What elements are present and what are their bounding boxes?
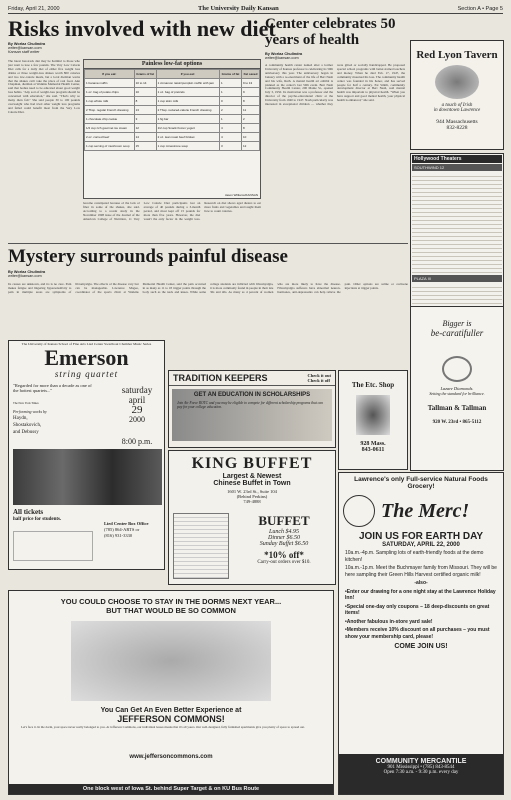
table-row bbox=[85, 142, 260, 151]
table-cell: 3 bbox=[219, 142, 241, 151]
showtimes-grid-upper bbox=[412, 173, 502, 273]
table-header: Grams of fat bbox=[219, 70, 241, 79]
ad-small-copy bbox=[411, 338, 503, 342]
ad-title: TRADITION KEEPERS bbox=[173, 373, 268, 383]
table-cell: 3 bbox=[134, 115, 156, 124]
ad-phone: 832-8228 bbox=[446, 125, 468, 131]
table-cell: 13 bbox=[134, 106, 156, 115]
table-row bbox=[85, 115, 260, 124]
story1-body-col1: The latest fast-track diet may be harmful to those who just want to lose a few pounds. The Very Low Calorie Diet calls for a daily diet of either five weight loss drinks or three weight-loss shakes worth 800 calories and two low-calorie meals, but a local dietitian warns that the shakes can't take the place of real food. Ann Chapman, dietitian at Watkins Memorial Health Center, said that bodies need to be educated about good weight loss habits. "Any sort of weight-loss program should be concerned with education," she said. "That's why so many diets fail." She said people 30 to 100 pounds overweight who had tried other weight loss programs and failed could benefit most from the Very Low Calorie Diet. bbox=[8, 60, 80, 114]
ad-headline: Lawrence's only Full-service Natural Foods Grocery! bbox=[354, 476, 488, 490]
story1-headline: Risks involved with new diet bbox=[8, 16, 276, 41]
ad-checks: Check it out Check it off bbox=[307, 373, 331, 383]
etc-shop-ad[interactable] bbox=[338, 370, 408, 470]
ad-phone: 843-0611 bbox=[361, 447, 385, 453]
merc-earth-day-ad[interactable] bbox=[338, 472, 504, 795]
diamond-ring-icon bbox=[442, 356, 472, 382]
table-header: Fat saved bbox=[242, 70, 260, 79]
building-illustration bbox=[71, 621, 271, 701]
ad-headline-2: be-caratifuller bbox=[430, 328, 484, 338]
tradition-keepers-ad[interactable] bbox=[168, 370, 336, 448]
theater-title: Hollywood Theaters bbox=[412, 155, 502, 163]
story3-headline: Mystery surrounds painful disease bbox=[8, 246, 288, 267]
table-title: Painless low-fat options bbox=[84, 60, 260, 69]
table-cell: 1 cup skim milk bbox=[156, 97, 219, 106]
table-row bbox=[85, 79, 260, 88]
table-cell: 8 bbox=[134, 97, 156, 106]
story3-body: Its causes are unknown, and its is no cure. Pain makes fatigue and lingering hypersensitivity to pain in multiple areas are symptoms of fibromyalgia. The effects of the disease vary but can be manageable. Lawrence Magee, coordinator of the sports clinic at Watkins Memorial Health Center, said the pain occurred in as many as 11 to 18 trigger points through the body such as the neck and knees. While some college students are inflicted with fibromyalgia, it is more commonly found in people in their late 30s and 40s. As many as 4 percent of women who are more likely to have the disease. Fibromyalgia sufferers have abnormal neuron-hormones, anti-depressants can help relieve the pain. Other options are saline or cortisone injections at trigger points. bbox=[8, 283, 408, 294]
table-cell: 4 bbox=[219, 133, 241, 142]
table-cell: 10 bbox=[134, 88, 156, 97]
masthead bbox=[8, 4, 503, 14]
theater-label: SOUTHWIND 12 bbox=[412, 164, 502, 171]
table-cell: 1 bbox=[219, 115, 241, 124]
ad-name: JEFFERSON COMMONS! bbox=[117, 714, 225, 724]
store-address: 920 W. 23rd • 865-5112 bbox=[432, 420, 482, 425]
table-cell: 1/2 cup rich gourmet ice cream bbox=[85, 124, 135, 133]
section-label: Section A • Page 5 bbox=[457, 6, 503, 12]
fat-table bbox=[84, 69, 260, 151]
ad-copy: Let's face it. In the dorm, your space never really belonged to you. At Jefferson Commons, our individual leases means that it's all yours. Our well-designed, fully furnished apartments give you plenty of space to spread out. bbox=[21, 725, 305, 729]
ad-headline: Bigger is bbox=[442, 319, 472, 328]
table-header: If you eat: bbox=[85, 70, 135, 79]
ad-phone: 749-4888 bbox=[243, 499, 261, 504]
ad-location: (Behind Perkins) bbox=[236, 494, 268, 499]
table-cell: 1 cup minestrone soup bbox=[156, 142, 219, 151]
table-cell: 9 to 13 bbox=[242, 79, 260, 88]
ad-time: 8:00 p.m. bbox=[121, 437, 153, 446]
theater-footer: PLAZA III bbox=[412, 275, 502, 282]
table-header: Grams of fat bbox=[134, 70, 156, 79]
table-cell: 2 Tbsp. reduced-calorie French dressing bbox=[156, 106, 219, 115]
ad-date: SATURDAY, APRIL 22, 2000 bbox=[382, 542, 460, 548]
table-cell: 8 bbox=[242, 97, 260, 106]
ad-line2: Chinese Buffet in Town bbox=[213, 480, 291, 487]
table-cell: 1 bbox=[219, 79, 241, 88]
table-row bbox=[85, 97, 260, 106]
table-cell: 2 bbox=[219, 106, 241, 115]
table-cell: 2 oz. lean roast beef brisket bbox=[156, 133, 219, 142]
fat-options-table bbox=[83, 59, 261, 199]
lion-logo-icon bbox=[435, 65, 479, 99]
table-cell: 1 cinnamon raisin/pumpkin muffin with jam bbox=[156, 79, 219, 88]
ad-quote-source: The New York Times bbox=[13, 401, 39, 405]
ad-works-label: Performing works by bbox=[13, 409, 47, 414]
story2-headline: Center celebrates 50 years of health bbox=[265, 16, 396, 48]
quartet-photo bbox=[13, 449, 162, 505]
table-cell: 2 bbox=[242, 115, 260, 124]
ad-subtitle: string quartet bbox=[54, 369, 119, 379]
table-cell: 10 bbox=[242, 133, 260, 142]
ad-note: Join Air Force ROTC and you may be eligible to compete for different scholarship programs that can pay for your college education. bbox=[177, 401, 323, 409]
table-row bbox=[85, 133, 260, 142]
jefferson-commons-ad[interactable] bbox=[8, 590, 334, 795]
table-row bbox=[85, 124, 260, 133]
table-cell: 4 bbox=[219, 124, 241, 133]
ad-footer: One block west of Iowa St. behind Super Target & on KU Bus Route bbox=[9, 784, 333, 794]
table-cell: 11 bbox=[242, 106, 260, 115]
ad-tagline-2: in downtown Lawrence bbox=[433, 108, 481, 113]
table-cell: 12 bbox=[242, 142, 260, 151]
table-credit: Jason Williams/KANSAN bbox=[224, 193, 258, 197]
story1-body-lower: become constipated because of the lack of fiber in some of the shakes, she said. According to a recent study in the November 1998 issue of the Journal of the American College of Nutrition, 11 Very Low Calorie Diet participants lost an average of 40 pounds during a 3-month period, and most kept off 15 pounds for more than five years. However, the diet wasn't the only factor in the weight loss. Research on diet shows aged dieters to eat more fruits and vegetables and taught them how to count calories. bbox=[83, 202, 261, 221]
table-cell: 1/2 cup Snack frozen yogurt bbox=[156, 124, 219, 133]
merc-logo-icon bbox=[343, 495, 375, 527]
ad-brand: Lazare Diamonds. bbox=[440, 386, 474, 391]
table-cell: 1 cup whole milk bbox=[85, 97, 135, 106]
ad-box-office: Lied Center Box Office (785) 864-ARTS or (816) 931-3330 bbox=[104, 521, 149, 538]
story2-byline: By Worlaz Chulindra writer@kansan.com bbox=[265, 52, 303, 60]
buffet-prices: BUFFET Lunch $4.95 Dinner $6.50 Sunday Buffet $6.50 *10% off* Carry-out orders over $10. bbox=[257, 513, 311, 565]
divider bbox=[8, 243, 408, 244]
table-cell: 2 Tbsp. regular French dressing bbox=[85, 106, 135, 115]
table-cell: 1 oz. bag of pretzels bbox=[156, 88, 219, 97]
table-row bbox=[85, 106, 260, 115]
table-header: If you eat: bbox=[156, 70, 219, 79]
ad-details: 10a.m.-4p.m. Sampling lots of earth-friendly foods at the demo kitchen! 10a.m.-1p.m. Meet the Buchmayer family from Missouri. They will be here sampling their Green Hills Harvest certified organic milk! -also- •Enter our drawing for a one night stay at the Lawrence Holiday Inn! •Special one-day only coupons – 18 deep-discounts on great items! •Another fabulous in-store yard sale! •Members receive 10% discount on all purchases – you must show your membership card, please! COME JOIN US! bbox=[345, 550, 497, 650]
ad-tickets: All tickets half price for students. bbox=[13, 508, 62, 522]
table-cell: 14 bbox=[134, 133, 156, 142]
store-name: Tallman & Tallman bbox=[427, 404, 487, 412]
ad-name: KING BUFFET bbox=[191, 455, 313, 472]
table-cell: 9 bbox=[242, 88, 260, 97]
ad-address: 944 Massachusetts bbox=[436, 119, 478, 125]
merc-logo: The Merc! bbox=[381, 499, 470, 522]
ad-address: 1601 W. 23rd St., Suite 104 bbox=[227, 489, 277, 494]
red-lyon-tavern-ad[interactable] bbox=[410, 40, 504, 150]
table-cell: 10 to 14 bbox=[134, 79, 156, 88]
ad-quote: "Regarded for more than a decade as one of the hottest quartets..." bbox=[13, 383, 92, 393]
story1-byline: By Worlaz Chulindra writer@kansan.com Kansan staff writer bbox=[8, 42, 46, 54]
table-cell: 1 bbox=[219, 88, 241, 97]
table-cell: 1 banana muffin bbox=[85, 79, 135, 88]
ad-presenter: The University of Kansas School of Fine Arts Lied Center Swarthout Chamber Music Series bbox=[21, 342, 152, 346]
table-cell: 1 cup serving of mushroom soup bbox=[85, 142, 135, 151]
ad-address: 928 Mass. bbox=[360, 441, 386, 447]
king-buffet-ad[interactable] bbox=[168, 450, 336, 585]
glasses-photo bbox=[356, 395, 390, 435]
table-cell: 1 oz. bag of potato chips bbox=[85, 88, 135, 97]
table-cell: 8 bbox=[242, 124, 260, 133]
ad-headline2: BUT THAT WOULD BE SO COMMON bbox=[106, 606, 236, 615]
tallman-jewelry-ad[interactable] bbox=[410, 306, 504, 471]
table-cell: 2 oz. corned beef bbox=[85, 133, 135, 142]
emerson-quartet-ad[interactable] bbox=[8, 340, 165, 570]
ad-headline1: YOU COULD CHOOSE TO STAY IN THE DORMS NEXT YEAR... bbox=[60, 597, 282, 606]
ad-title: Emerson bbox=[44, 345, 129, 370]
ad-name: The Etc. Shop bbox=[351, 381, 395, 389]
ad-join: JOIN US FOR EARTH DAY bbox=[358, 531, 484, 542]
table-cell: 15 bbox=[134, 142, 156, 151]
story3-byline: By Worlaz Chulindra writer@kansan.com bbox=[8, 270, 46, 278]
table-cell: 1 fig bar bbox=[156, 115, 219, 124]
ad-brand-tagline: Setting the standard for brilliance. bbox=[429, 391, 485, 396]
fat-table-body bbox=[85, 79, 260, 151]
ad-works: Haydn, Shostakovich, and Debussy bbox=[13, 416, 42, 435]
story2-body: A community health center named after a former University of Kansas professor is celebrating its 50th anniversary this year. The anniversary began in January with a re-enactment of the life of Bert Nash and his wife, Ruth. A mental health art exhibit is planned as the center's last 50th event. Bert Nash Community Health Center, 200 Maine St., opened July 3, 1950. Its motivation was a professor and the director of the psycho-educational clinic at the University from 1940 to 1947. Nash particularly was interested in exceptional children — whether they were gifted or socially handicapped. He proposed special school programs with better-trained teachers and money. When he died Feb. 17, 1947, the community mourned his loss. The community health center was founded in his honor, and has served people for half a century. Pat Smith, community development director at Bert Nash, said mental health was important to physical health. "When you have support and good mental health, your physical health is enhanced," she said. bbox=[265, 64, 405, 107]
table-cell: 0 bbox=[219, 97, 241, 106]
ad-name: Red Lyon Tavern bbox=[416, 49, 498, 61]
table-cell: 1 chocolate chip cookie bbox=[85, 115, 135, 124]
hours-box bbox=[173, 513, 229, 579]
table-cell: 12 bbox=[134, 124, 156, 133]
sponsor-logos bbox=[13, 531, 93, 561]
paper-name: The University Daily Kansan bbox=[198, 5, 279, 12]
ad-date: saturday april 29 2000 bbox=[121, 385, 153, 424]
ad-sub: You Can Get An Even Better Experience at bbox=[100, 707, 242, 714]
ad-url[interactable]: www.jeffersoncommons.com bbox=[129, 754, 213, 760]
merc-footer: COMMUNITY MERCANTILE 901 Mississippi • (785) 843-8544 Open 7:30 a.m. - 9:30 p.m. every day bbox=[339, 754, 503, 794]
ad-line1: Largest & Newest bbox=[222, 473, 282, 480]
ad-tagline: a touch of Irish bbox=[441, 103, 473, 108]
table-row bbox=[85, 88, 260, 97]
issue-date: Friday, April 21, 2000 bbox=[8, 6, 60, 12]
ad-headline: GET AN EDUCATION IN SCHOLARSHIPS bbox=[193, 392, 311, 398]
